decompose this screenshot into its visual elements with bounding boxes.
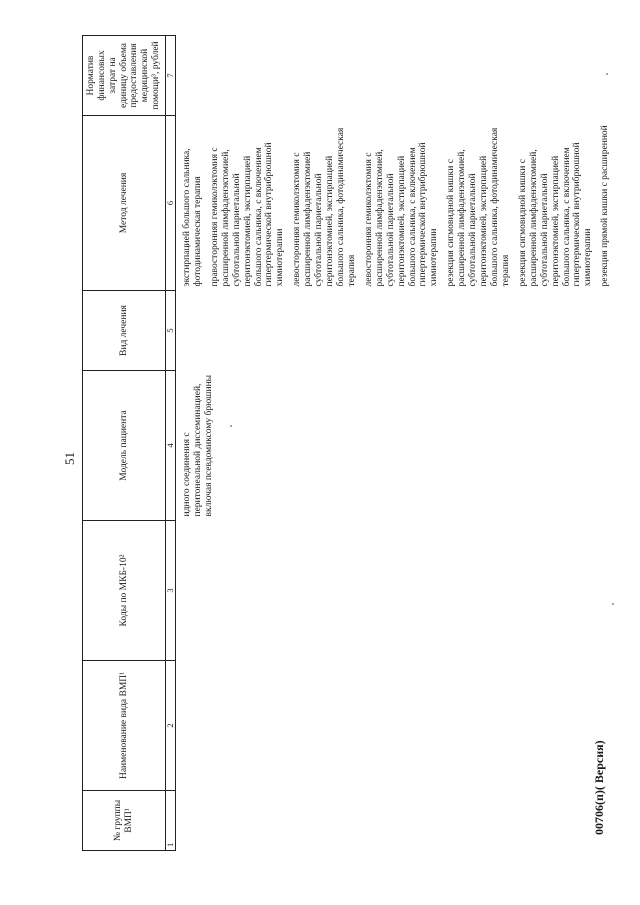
header-vmp-name: Наименование вида ВМП¹	[83, 661, 166, 791]
cell-treatment-methods	[176, 116, 618, 291]
cell-icd-codes	[176, 521, 618, 661]
column-number-row	[166, 36, 176, 851]
scan-speck	[230, 425, 232, 427]
document-footer-code: 00706(п)( Версия)	[592, 740, 606, 835]
scan-speck	[606, 73, 608, 75]
header-cost-standard: Норматив финансовых затрат на единицу объема предоставления медицинской помощи³, рублей	[83, 36, 166, 116]
page-number: 51	[62, 452, 77, 465]
header-icd-codes: Коды по МКБ-10²	[83, 521, 166, 661]
scan-speck	[612, 603, 614, 605]
treatment-method-item: резекция сигмовидной кишки с расширенной лимфаденэктомией, субтотальной париетальной перитонэктомией, экстирпацией большого сальника, фотодинамическая терапия	[446, 127, 511, 287]
table-row	[176, 36, 618, 851]
vmp-table	[82, 35, 617, 851]
column-number-7: 7	[166, 36, 176, 116]
treatment-method-item: левосторонняя гемиколэктомия с расширенной лимфаденэктомией, субтотальной париетальной перитонэктомией, экстирпацией большого сальника, с включением гипертермической внутрибрюшной химиотерапии	[363, 142, 440, 287]
cell-group	[176, 791, 618, 851]
cell-cost	[176, 36, 618, 116]
header-group-number: № группы ВМП¹	[83, 791, 166, 851]
cell-treatment-type	[176, 291, 618, 371]
column-number-3: 3	[166, 521, 176, 661]
cell-vmp-name	[176, 661, 618, 791]
header-row	[83, 36, 166, 851]
column-number-1: 1	[166, 791, 176, 851]
treatment-method-item: резекция сигмовидной кишки с расширенной лимфаденэктомией, субтотальной париетальной перитонэктомией, экстирпацией большого сальника, с включением гипертермической внутрибрюшной химиотерапии	[517, 142, 594, 287]
column-number-5: 5	[166, 291, 176, 371]
treatment-method-item: резекция прямой кишки с расширенной	[600, 125, 611, 287]
column-number-6: 6	[166, 116, 176, 291]
header-treatment-method: Метод лечения	[83, 116, 166, 291]
treatment-method-item: левосторонняя гемиколэктомия с расширенной лимфаденэктомией субтотальной париетальной перитонэктомией, экстирпацией большого сальника, фотодинамическая терапия	[292, 127, 357, 287]
cell-patient-model: идного соединения с перитонеальной диссеминацией, включая псевдомиксому брюшины	[182, 374, 214, 517]
treatment-method-item: правосторонняя гемиколэктомия с расширенной лимфаденэктомией, субтотальной париетальной перитонэктомией, экстирпацией большого сальника, с включением гипертермической внутрибрюшной химиотерапии	[209, 142, 286, 287]
treatment-method-item: экстирпацией большого сальника, фотодинамическая терапия	[182, 148, 203, 287]
header-patient-model: Модель пациента	[83, 371, 166, 521]
header-treatment-type: Вид лечения	[83, 291, 166, 371]
column-number-4: 4	[166, 371, 176, 521]
column-number-2: 2	[166, 661, 176, 791]
